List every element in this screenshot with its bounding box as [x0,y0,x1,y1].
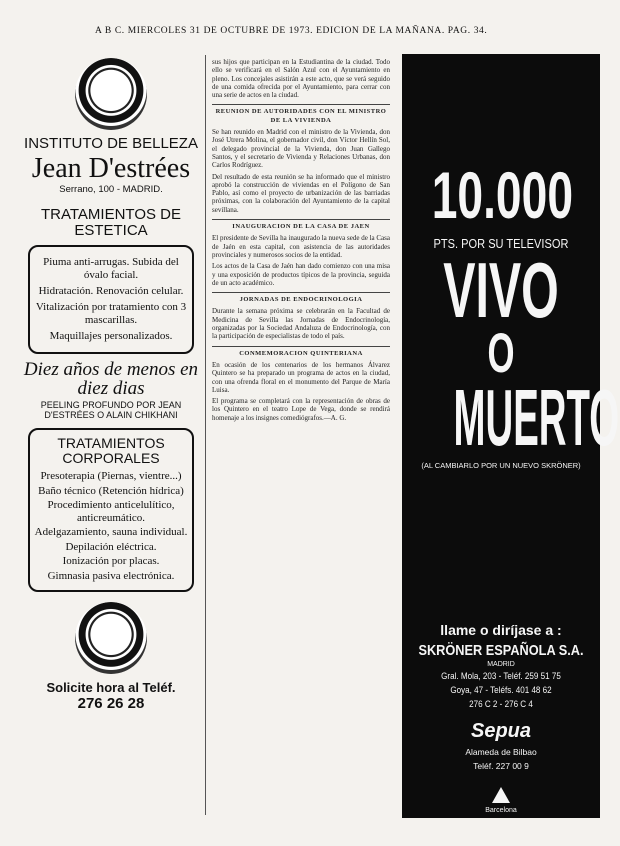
institute-title: INSTITUTO DE BELLEZA [24,135,198,152]
section-title: JORNADAS DE ENDOCRINOLOGIA [212,292,390,304]
beauty-ad [22,58,200,712]
treatment-item: Procedimiento anticelulítico, anticreumático. [47,499,175,524]
body-title: TRATAMIENTOS CORPORALES [57,435,165,466]
treatment-item: Gimnasia pasiva electrónica. [47,569,175,582]
ad-footer: Barcelona [485,807,517,814]
ad-vivo: VIVO [443,246,559,334]
aesthetics-box [28,245,194,354]
news-column [212,58,390,425]
treatment-item: Presoterapia (Piernas, vientre...) [40,470,182,482]
ad-call: llame o diríjase a : [440,622,562,638]
address: Serrano, 100 - MADRID. [59,184,163,195]
ad-exchange-note: (AL CAMBIARLO POR UN NUEVO SKRÖNER) [421,461,581,470]
ad-o: O [487,321,515,384]
ad-brand-logo: Sepua [470,720,532,742]
promo-slogan: Diez años de menos en diez dias [23,359,199,399]
article-paragraph: Se han reunido en Madrid con el ministro de la Vivienda, don José Utrera Molina, el gobernador civil, don Víctor Hellín Sol, el delegado provincial de la Vivienda, don Juan Gallego Santos, y el secretario de Vivienda y Relaciones Urbanas, don Carlos Rodríguez. [212,128,390,170]
article-paragraph: En ocasión de los centenarios de los hermanos Álvarez Quintero se ha preparado un programa de actos en la ciudad, con una ofrenda floral en el monumento del Parque de María Luisa. [212,360,390,394]
article-paragraph: El presidente de Sevilla ha inaugurado la nueva sede de la Casa de Jaén en esta capital, con asistencia de las autoridades provinciales y numerosos socios de la entidad. [212,234,390,259]
ad-bilbao-tel: Teléf. 227 00 9 [473,761,529,771]
column-divider [205,55,206,815]
treatment-item: Baño técnico (Retención hídrica) [38,484,184,497]
article-paragraph: sus hijos que participan en la Estudiantina de la ciudad. Todo ello se verificará en el Salón Azul con el Ayuntamiento en pleno. Los concejales asistirán a este acto, que se verá seguido de una comida ofrecida por el Ayuntamiento, para cerrar con una serie de actos en la ciudad. [212,58,390,100]
triangle-logo-icon [492,787,510,803]
section-title: REUNION DE AUTORIDADES CON EL MINISTRO DE LA VIVIENDA [212,104,390,125]
treatment-item: Maquillajes personalizados. [49,330,173,342]
ad-bilbao: Alameda de Bilbao [465,747,537,757]
treatment-item: Piuma anti-arrugas. Subida del óvalo facial. [43,256,179,281]
tv-advertisement [402,54,620,818]
ad-pts-text: PTS. POR SU TELEVISOR [433,236,569,251]
treatment-item: Ionización por placas. [62,555,160,567]
brand-name: Jean D'estrées [31,153,191,184]
ad-address-line: Goya, 47 - Teléfs. 401 48 62 [450,685,552,696]
phone-number: 276 26 28 [77,695,145,712]
woman-portrait-icon [75,602,147,674]
section-title: CONMEMORACION QUINTERIANA [212,346,390,358]
ad-city: MADRID [487,661,515,668]
peeling-note: PEELING PROFUNDO POR JEAN D'ESTRÉES O ALAIN CHIKHANI [40,400,182,420]
treatment-item: Hidratación. Renovación celular. [38,285,184,297]
call-text: Solicite hora al Teléf. [46,680,176,695]
ad-address-line: 276 C 2 - 276 C 4 [469,699,533,710]
treatment-item: Vitalización por tratamiento con 3 mascarillas. [35,301,187,326]
article-paragraph: Los actos de la Casa de Jaén han dado comienzo con una misa y una exposición de productos típicos de la provincia, seguida de un acto académico. [212,262,390,287]
body-treatments-box [28,428,194,592]
ad-muerto: MUERTO [453,373,620,462]
article-paragraph: El programa se completará con la representación de obras de los Quintero en el teatro Lope de Vega, donde se rendirá homenaje a los insignes comediógrafos.—A. G. [212,397,390,422]
treatment-item: Adelgazamiento, sauna individual. [34,526,188,538]
treatment-item: Depilación eléctrica. [65,540,157,553]
ad-address-line: Gral. Mola, 203 - Teléf. 259 51 75 [441,671,561,682]
ad-amount: 10.000 [431,158,574,232]
woman-portrait-icon [75,58,147,130]
ad-company: SKRÖNER ESPAÑOLA S.A. [418,642,584,659]
section-title: INAUGURACION DE LA CASA DE JAEN [212,219,390,231]
page-header: A B C. MIERCOLES 31 DE OCTUBRE DE 1973. EDICION DE LA MAÑANA. PAG. 34. [95,26,488,36]
article-paragraph: Durante la semana próxima se celebrarán en la Facultad de Medicina de Sevilla las Jornadas de Endocrinología, organizadas por la Sociedad Andaluza de Endocrinología, con la participación de especialistas de todo el país. [212,307,390,341]
article-paragraph: Del resultado de esta reunión se ha informado que el ministro aprobó la construcción de viviendas en el Polígono de San Pablo, así como el proyecto de urbanización de las barriadas próximas, con la colaboración del Ayuntamiento de la capital sevillana. [212,172,390,214]
aesthetics-title: TRATAMIENTOS DE ESTETICA [40,206,181,239]
